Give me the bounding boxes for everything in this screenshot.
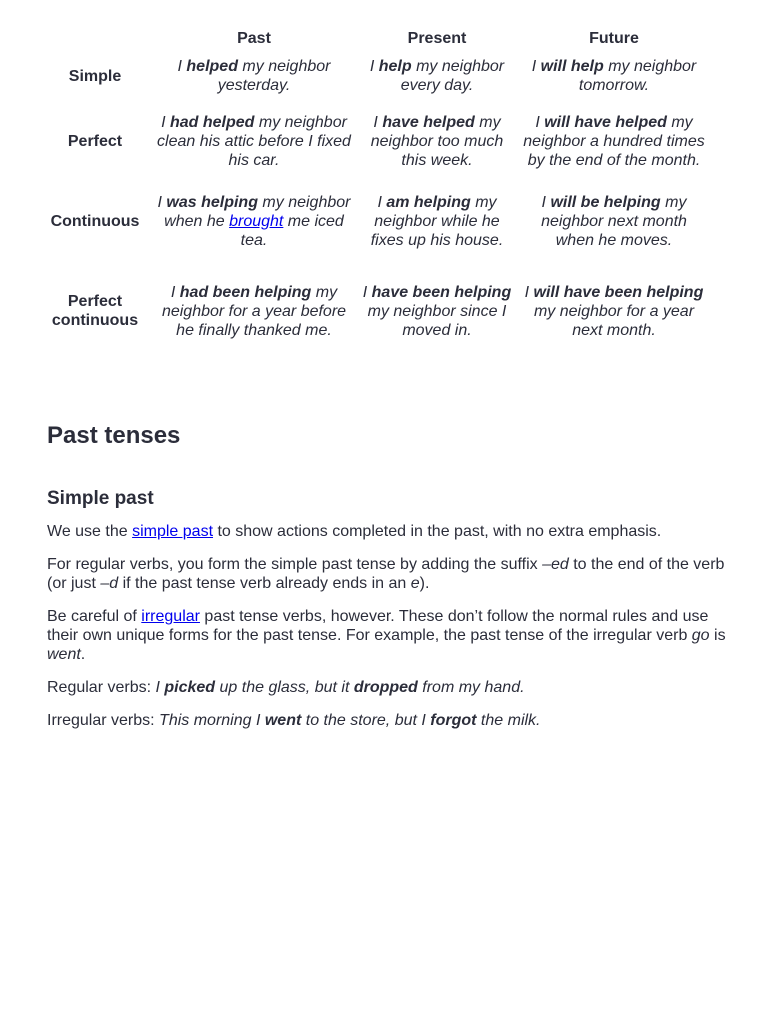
row-header-perfect: Perfect bbox=[67, 132, 123, 150]
table-row-simple bbox=[40, 51, 712, 101]
example-simple-past: I helped my neighbor yesterday. bbox=[177, 58, 331, 94]
irregular-link[interactable]: irregular bbox=[141, 608, 200, 625]
example-continuous-past: I was helping my neighbor when he brought me iced tea. bbox=[157, 193, 351, 249]
row-header-simple: Simple bbox=[68, 67, 122, 85]
table-row-continuous bbox=[40, 181, 712, 261]
row-header-continuous: Continuous bbox=[50, 212, 140, 230]
table-row-perfect bbox=[40, 101, 712, 181]
example-perfect-present: I have helped my neighbor too much this week. bbox=[370, 113, 504, 169]
example-perfect-continuous-past: I had been helping my neighbor for a year before he finally thanked me. bbox=[161, 283, 347, 339]
paragraphs bbox=[47, 522, 727, 744]
row-header-perfect-continuous: Perfect continuous bbox=[51, 293, 139, 329]
column-header-future: Future bbox=[589, 30, 639, 47]
table-corner-cell bbox=[40, 26, 150, 51]
example-continuous-present: I am helping my neighbor while he fixes up his house. bbox=[370, 193, 504, 249]
column-header-present: Present bbox=[407, 30, 467, 47]
brought-link[interactable]: brought bbox=[229, 212, 284, 230]
example-perfect-future: I will have helped my neighbor a hundred times by the end of the month. bbox=[523, 113, 705, 169]
table-header-row bbox=[40, 26, 712, 51]
paragraph-irregular-verbs: Be careful of irregular past tense verbs, however. These don’t follow the normal rules and use their own unique forms for the past tense. For example, the past tense of the irregular verb go is went. bbox=[47, 608, 726, 663]
section-title: Past tenses bbox=[47, 422, 181, 449]
example-simple-future: I will help my neighbor tomorrow. bbox=[531, 58, 697, 94]
paragraph-regular-verbs: For regular verbs, you form the simple past tense by adding the suffix –ed to the end of the verb (or just –d if the past tense verb already ends in an e). bbox=[47, 556, 725, 592]
example-perfect-continuous-present: I have been helping my neighbor since I moved in. bbox=[362, 283, 512, 339]
subsection-title: Simple past bbox=[47, 488, 154, 509]
example-simple-present: I help my neighbor every day. bbox=[369, 58, 505, 94]
verb-tense-table bbox=[40, 26, 712, 361]
paragraph-simple-past-intro: We use the simple past to show actions completed in the past, with no extra emphasis. bbox=[47, 523, 662, 540]
example-perfect-continuous-future: I will have been helping my neighbor for a year next month. bbox=[524, 283, 704, 339]
article-body bbox=[47, 418, 727, 729]
table-row-perfect-continuous bbox=[40, 261, 712, 361]
example-irregular-verbs: Irregular verbs: This morning I went to the store, but I forgot the milk. bbox=[47, 712, 541, 729]
example-regular-verbs: Regular verbs: I picked up the glass, but it dropped from my hand. bbox=[47, 679, 525, 696]
simple-past-link[interactable]: simple past bbox=[132, 523, 214, 540]
column-header-past: Past bbox=[237, 30, 271, 47]
example-perfect-past: I had helped my neighbor clean his attic before I fixed his car. bbox=[157, 113, 351, 169]
example-continuous-future: I will be helping my neighbor next month when he moves. bbox=[541, 193, 687, 249]
